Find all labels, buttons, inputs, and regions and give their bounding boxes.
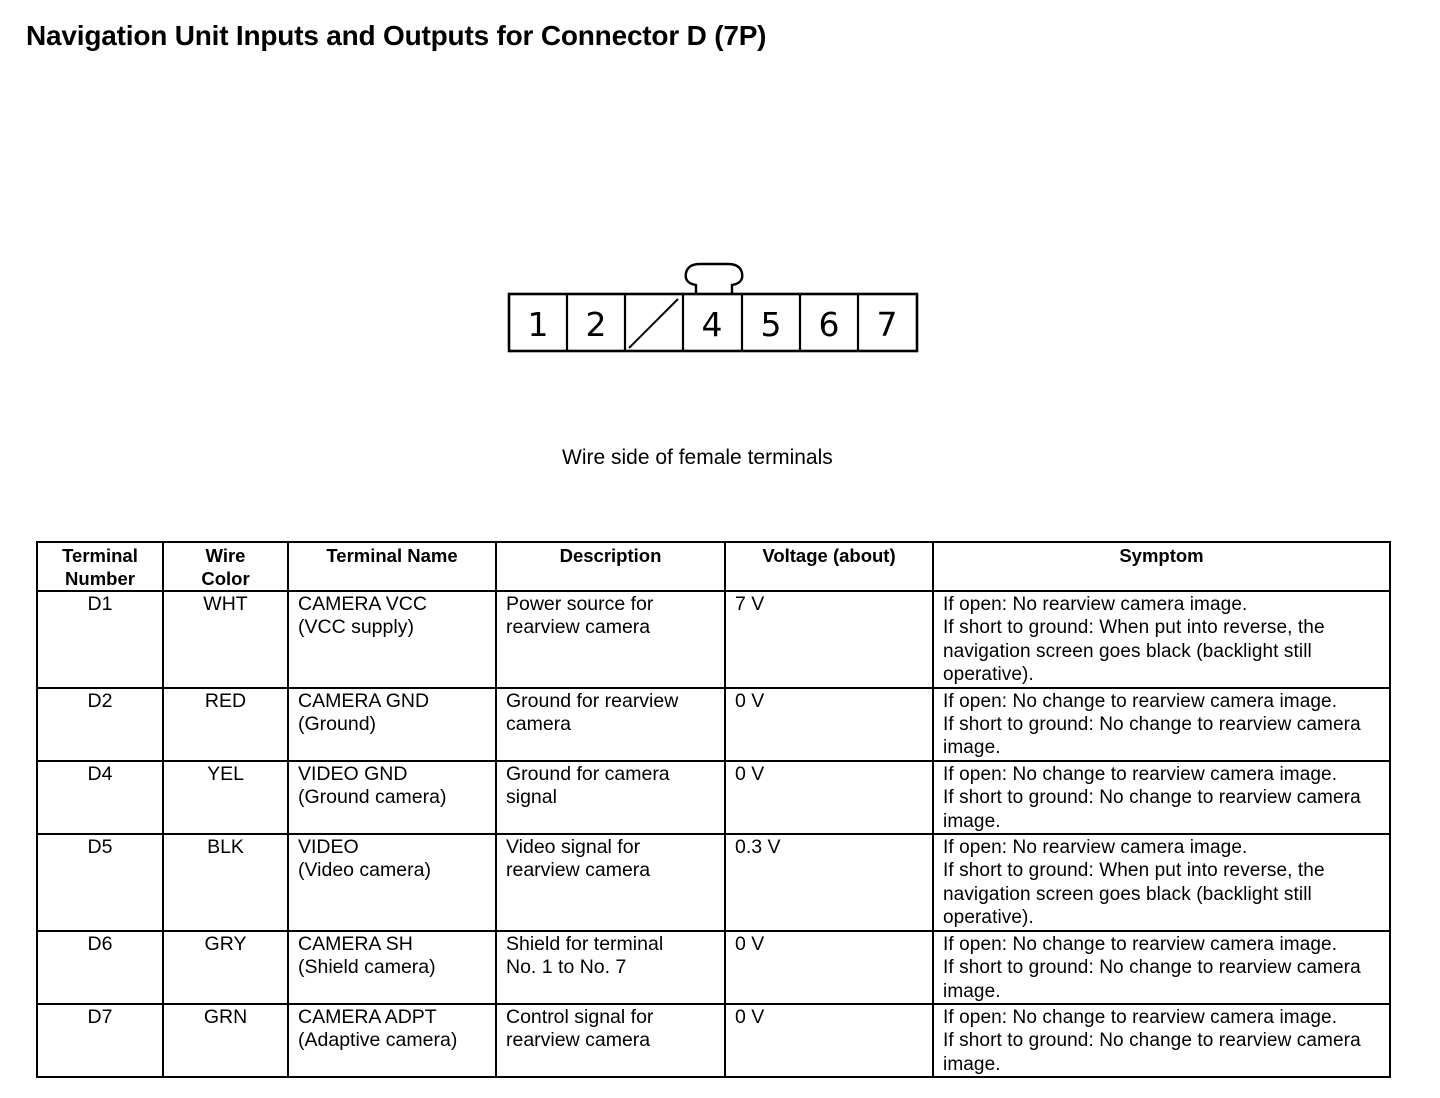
terminal-name: VIDEO GND — [298, 762, 408, 785]
symptom-cell — [933, 931, 1390, 1004]
header-wire-color — [163, 542, 288, 591]
description-line: rearview camera — [506, 859, 651, 882]
header-text: Color — [201, 568, 250, 589]
terminal-name-sub: (Video camera) — [298, 859, 431, 882]
description-line: Control signal for — [506, 1005, 654, 1028]
description-cell — [496, 931, 725, 1004]
terminal-name: CAMERA SH — [298, 932, 413, 955]
symptom-cell — [933, 1004, 1390, 1077]
wire-color-cell: YEL — [163, 761, 288, 834]
connector-face — [500, 255, 930, 365]
voltage-cell: 0 V — [725, 688, 933, 761]
connector-caption: Wire side of female terminals — [562, 446, 833, 469]
symptom-cell — [933, 688, 1390, 761]
terminal-name-cell — [288, 834, 496, 931]
terminal-table — [36, 541, 1391, 1078]
terminal-name-cell — [288, 1004, 496, 1077]
cavity-number-6: 6 — [818, 305, 840, 344]
wire-color-cell: RED — [163, 688, 288, 761]
terminal-name-cell — [288, 688, 496, 761]
header-terminal-name: Terminal Name — [288, 542, 496, 591]
header-text: Number — [65, 568, 135, 589]
terminal-name-cell — [288, 931, 496, 1004]
table-header-row — [37, 542, 1390, 591]
symptom-cell — [933, 761, 1390, 834]
description-cell — [496, 1004, 725, 1077]
terminal-cell: D1 — [37, 591, 163, 688]
cavity-number-4: 4 — [701, 305, 723, 344]
terminal-cell: D4 — [37, 761, 163, 834]
symptom-open: If open: No rearview camera image. — [943, 594, 1248, 615]
table-row — [37, 834, 1390, 931]
symptom-open: If open: No change to rearview camera image. — [943, 1006, 1338, 1028]
table-row — [37, 931, 1390, 1004]
terminal-name: CAMERA ADPT — [298, 1005, 437, 1028]
terminal-name-cell — [288, 761, 496, 834]
terminal-name: CAMERA GND — [298, 689, 430, 712]
symptom-short: If short to ground: No change to rearview camera image. — [943, 957, 1361, 1002]
symptom-open: If open: No change to rearview camera image. — [943, 933, 1338, 955]
header-terminal-number — [37, 542, 163, 591]
description-line: Ground for camera — [506, 762, 670, 785]
voltage-cell: 0 V — [725, 931, 933, 1004]
table-row — [37, 1004, 1390, 1077]
header-description: Description — [496, 542, 725, 591]
page-title: Navigation Unit Inputs and Outputs for Connector D (7P) — [26, 20, 767, 51]
description-line: signal — [506, 786, 557, 809]
description-line: Power source for — [506, 593, 654, 615]
table-row — [37, 761, 1390, 834]
description-cell — [496, 834, 725, 931]
cavity-number-5: 5 — [760, 305, 782, 344]
description-cell — [496, 688, 725, 761]
symptom-open: If open: No rearview camera image. — [943, 837, 1248, 859]
symptom-short: If short to ground: No change to rearview camera image. — [943, 714, 1361, 759]
description-line: rearview camera — [506, 616, 651, 639]
terminal-name-cell — [288, 591, 496, 688]
cavity-number-2: 2 — [585, 305, 607, 344]
description-line: Ground for rearview — [506, 689, 679, 712]
voltage-cell: 0 V — [725, 761, 933, 834]
terminal-name-sub: (Ground camera) — [298, 786, 447, 809]
description-cell — [496, 591, 725, 688]
description-line: No. 1 to No. 7 — [506, 956, 627, 979]
voltage-cell: 7 V — [725, 591, 933, 688]
symptom-open: If open: No change to rearview camera image. — [943, 690, 1338, 712]
cavity-number-1: 1 — [527, 305, 549, 344]
table-row — [37, 688, 1390, 761]
description-cell — [496, 761, 725, 834]
symptom-cell — [933, 591, 1390, 688]
terminal-name: CAMERA VCC — [298, 593, 427, 615]
cavity-number-7: 7 — [876, 305, 898, 344]
symptom-cell — [933, 834, 1390, 931]
connector-diagram — [500, 255, 930, 365]
terminal-name-sub: (Shield camera) — [298, 956, 436, 979]
terminal-name-sub: (Ground) — [298, 713, 377, 736]
terminal-cell: D5 — [37, 834, 163, 931]
terminal-cell: D2 — [37, 688, 163, 761]
header-voltage: Voltage (about) — [725, 542, 933, 591]
wire-color-cell: GRN — [163, 1004, 288, 1077]
voltage-cell: 0.3 V — [725, 834, 933, 931]
header-text: Terminal — [62, 545, 138, 566]
voltage-cell: 0 V — [725, 1004, 933, 1077]
terminal-name: VIDEO — [298, 836, 359, 859]
symptom-short: If short to ground: No change to rearview camera image. — [943, 787, 1361, 832]
symptom-open: If open: No change to rearview camera image. — [943, 763, 1338, 785]
description-line: camera — [506, 713, 572, 736]
connector-lock-tab — [686, 264, 743, 295]
table-row — [37, 591, 1390, 688]
wire-color-cell: BLK — [163, 834, 288, 931]
symptom-short: If short to ground: No change to rearview camera image. — [943, 1030, 1361, 1075]
header-text: Wire — [205, 545, 246, 566]
terminal-cell: D6 — [37, 931, 163, 1004]
symptom-short: If short to ground: When put into reverse, the navigation screen goes black (backlight still operative). — [943, 617, 1325, 686]
terminal-name-sub: (VCC supply) — [298, 616, 414, 639]
wire-color-cell: GRY — [163, 931, 288, 1004]
terminal-cell: D7 — [37, 1004, 163, 1077]
symptom-short: If short to ground: When put into reverse, the navigation screen goes black (backlight still operative). — [943, 860, 1325, 929]
terminal-name-sub: (Adaptive camera) — [298, 1029, 458, 1052]
description-line: rearview camera — [506, 1029, 651, 1052]
description-line: Video signal for — [506, 836, 641, 859]
header-symptom: Symptom — [933, 542, 1390, 591]
wire-color-cell: WHT — [163, 591, 288, 688]
description-line: Shield for terminal — [506, 932, 664, 955]
